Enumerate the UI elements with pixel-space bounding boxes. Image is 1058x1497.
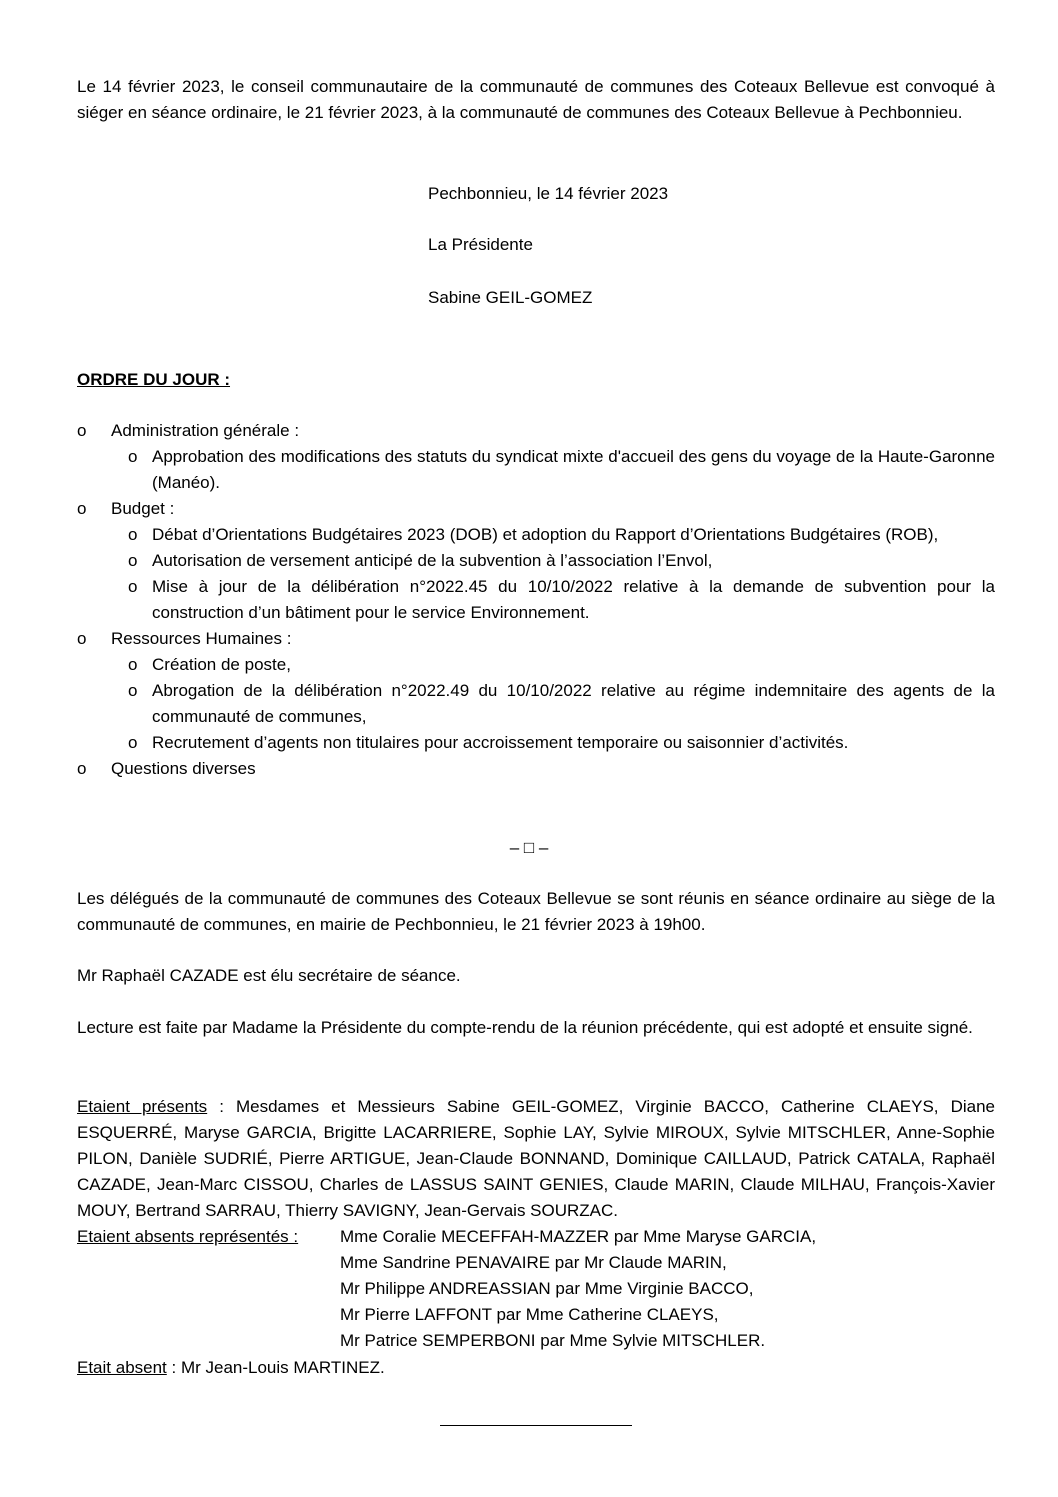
bullet-icon: o <box>77 759 87 778</box>
agenda-section <box>77 418 995 444</box>
present-paragraph <box>77 1094 995 1224</box>
agenda-item-text: Mise à jour de la délibération n°2022.45 du 10/10/2022 relative à la demande de subvention pour la construction d’un bâtiment pour le service Environnement. <box>152 577 995 622</box>
present-names: : Mesdames et Messieurs Sabine GEIL-GOMEZ, Virginie BACCO, Catherine CLAEYS, Diane ESQUERRÉ, Maryse GARCIA, Brigitte LACARRIERE, Sophie LAY, Sylvie MIROUX, Sylvie MITSCHLER, Anne-Sophie PILON, Danièle SUDRIÉ, Pierre ARTIGUE, Jean-Claude BONNAND, Dominique CAILLAUD, Patrick CATALA, Raphaël CAZADE, Jean-Marc CISSOU, Charles de LASSUS SAINT GENIES, Claude MARIN, Claude MILHAU, François-Xavier MOUY, Bertrand SARRAU, Thierry SAVIGNY, Jean-Gervais SOURZAC. <box>77 1097 995 1220</box>
agenda-section <box>77 496 995 522</box>
signature-role: La Présidente <box>428 235 533 254</box>
horizontal-rule <box>440 1425 632 1426</box>
agenda-item <box>77 574 995 626</box>
agenda-list <box>77 418 995 782</box>
represented-entry: Mme Sandrine PENAVAIRE par Mr Claude MARIN, <box>340 1253 727 1272</box>
agenda-item-text: Création de poste, <box>152 655 291 674</box>
agenda-item <box>77 678 995 730</box>
bullet-icon: o <box>128 655 138 674</box>
bullet-icon: o <box>128 681 138 700</box>
meeting-paragraph: Les délégués de la communauté de communes des Coteaux Bellevue se sont réunis en séance ordinaire au siège de la communauté de communes, en mairie de Pechbonnieu, le 21 février 2023 à 19h00. <box>77 889 995 934</box>
represented-entry: Mr Patrice SEMPERBONI par Mme Sylvie MITSCHLER. <box>340 1331 766 1350</box>
intro-paragraph: Le 14 février 2023, le conseil communautaire de la communauté de communes des Coteaux Bellevue est convoqué à siéger en séance ordinaire, le 21 février 2023, à la communauté de communes des Coteaux Bellevue à Pechbonnieu. <box>77 77 995 122</box>
bullet-icon: o <box>77 421 87 440</box>
represented-label: Etaient absents représentés : <box>77 1227 299 1246</box>
signature-place-date: Pechbonnieu, le 14 février 2023 <box>428 184 669 203</box>
bullet-icon: o <box>128 447 138 466</box>
absent-label: Etait absent <box>77 1358 167 1377</box>
agenda-item <box>77 548 995 574</box>
agenda-item-text: Autorisation de versement anticipé de la subvention à l’association l’Envol, <box>152 551 713 570</box>
agenda-heading <box>77 367 995 393</box>
represented-entry: Mme Coralie MECEFFAH-MAZZER par Mme Maryse GARCIA, <box>340 1227 817 1246</box>
agenda-item-text: Débat d’Orientations Budgétaires 2023 (DOB) et adoption du Rapport d’Orientations Budgétaires (ROB), <box>152 525 939 544</box>
agenda-section-label: Budget : <box>111 499 175 518</box>
agenda-section <box>77 626 995 652</box>
agenda-item-text: Approbation des modifications des statuts du syndicat mixte d'accueil des gens du voyage de la Haute-Garonne (Manéo). <box>152 447 995 492</box>
agenda-item <box>77 522 995 548</box>
bullet-icon: o <box>128 551 138 570</box>
section-separator: – □ – <box>509 838 549 857</box>
signature-name: Sabine GEIL-GOMEZ <box>428 288 593 307</box>
agenda-item-text: Abrogation de la délibération n°2022.49 du 10/10/2022 relative au régime indemnitaire des agents de la communauté de communes, <box>152 681 995 726</box>
absent-paragraph <box>77 1355 995 1381</box>
agenda-title: ORDRE DU JOUR : <box>77 370 231 389</box>
represented-entry: Mr Pierre LAFFONT par Mme Catherine CLAEYS, <box>340 1305 719 1324</box>
present-label: Etaient présents <box>77 1097 208 1116</box>
agenda-section-label: Questions diverses <box>111 759 256 778</box>
absent-name: : Mr Jean-Louis MARTINEZ. <box>166 1358 385 1377</box>
represented-entry: Mr Philippe ANDREASSIAN par Mme Virginie BACCO, <box>340 1279 754 1298</box>
reading-paragraph: Lecture est faite par Madame la Présidente du compte-rendu de la réunion précédente, qui est adopté et ensuite signé. <box>77 1018 973 1037</box>
agenda-item <box>77 730 995 756</box>
bullet-icon: o <box>77 629 87 648</box>
agenda-section <box>77 756 995 782</box>
agenda-section-label: Administration générale : <box>111 421 300 440</box>
agenda-section-label: Ressources Humaines : <box>111 629 292 648</box>
secretary-paragraph: Mr Raphaël CAZADE est élu secrétaire de séance. <box>77 966 461 985</box>
agenda-item <box>77 444 995 496</box>
bullet-icon: o <box>128 733 138 752</box>
bullet-icon: o <box>128 525 138 544</box>
agenda-item-text: Recrutement d’agents non titulaires pour accroissement temporaire ou saisonnier d’activités. <box>152 733 849 752</box>
bullet-icon: o <box>128 577 138 596</box>
bullet-icon: o <box>77 499 87 518</box>
agenda-item <box>77 652 995 678</box>
